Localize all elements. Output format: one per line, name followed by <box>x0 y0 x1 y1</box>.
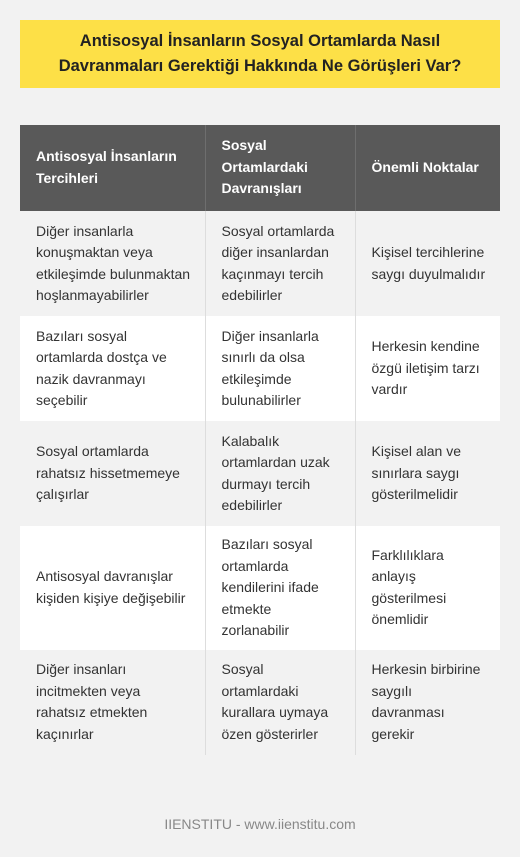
table-row <box>20 211 500 316</box>
table-cell: Bazıları sosyal ortamlarda dostça ve nazik davranmayı seçebilir <box>20 316 205 421</box>
table-cell: Kişisel tercihlerine saygı duyulmalıdır <box>355 211 500 316</box>
table-row <box>20 316 500 421</box>
page-title: Antisosyal İnsanların Sosyal Ortamlarda Nasıl Davranmaları Gerektiği Hakkında Ne Görüşleri Var? <box>58 32 462 75</box>
column-header-key-points: Önemli Noktalar <box>355 125 500 211</box>
comparison-table <box>20 125 500 755</box>
table-cell: Kalabalık ortamlardan uzak durmayı tercih edebilirler <box>205 421 355 526</box>
column-header-behaviors: Sosyal Ortamlardaki Davranışları <box>205 125 355 211</box>
table-cell: Sosyal ortamlardaki kurallara uymaya özen gösterirler <box>205 650 355 755</box>
table-cell: Diğer insanlarla konuşmaktan veya etkileşimde bulunmaktan hoşlanmayabilirler <box>20 211 205 316</box>
table-cell: Diğer insanları incitmekten veya rahatsız etmekten kaçınırlar <box>20 650 205 755</box>
table-row <box>20 526 500 650</box>
table-cell: Bazıları sosyal ortamlarda kendilerini ifade etmekte zorlanabilir <box>205 526 355 650</box>
table-row <box>20 421 500 526</box>
column-header-preferences: Antisosyal İnsanların Tercihleri <box>20 125 205 211</box>
table-cell: Herkesin birbirine saygılı davranması gerekir <box>355 650 500 755</box>
table-cell: Sosyal ortamlarda diğer insanlardan kaçınmayı tercih edebilirler <box>205 211 355 316</box>
table-cell: Diğer insanlarla sınırlı da olsa etkileşimde bulunabilirler <box>205 316 355 421</box>
table-cell: Sosyal ortamlarda rahatsız hissetmemeye çalışırlar <box>20 421 205 526</box>
table-cell: Herkesin kendine özgü iletişim tarzı vardır <box>355 316 500 421</box>
table-row <box>20 650 500 755</box>
title-banner <box>20 20 500 88</box>
table-cell: Kişisel alan ve sınırlara saygı gösterilmelidir <box>355 421 500 526</box>
footer-credit: IIENSTITU - www.iienstitu.com <box>164 816 356 832</box>
table-cell: Antisosyal davranışlar kişiden kişiye değişebilir <box>20 526 205 650</box>
table-header-row <box>20 125 500 211</box>
table-cell: Farklılıklara anlayış gösterilmesi önemlidir <box>355 526 500 650</box>
